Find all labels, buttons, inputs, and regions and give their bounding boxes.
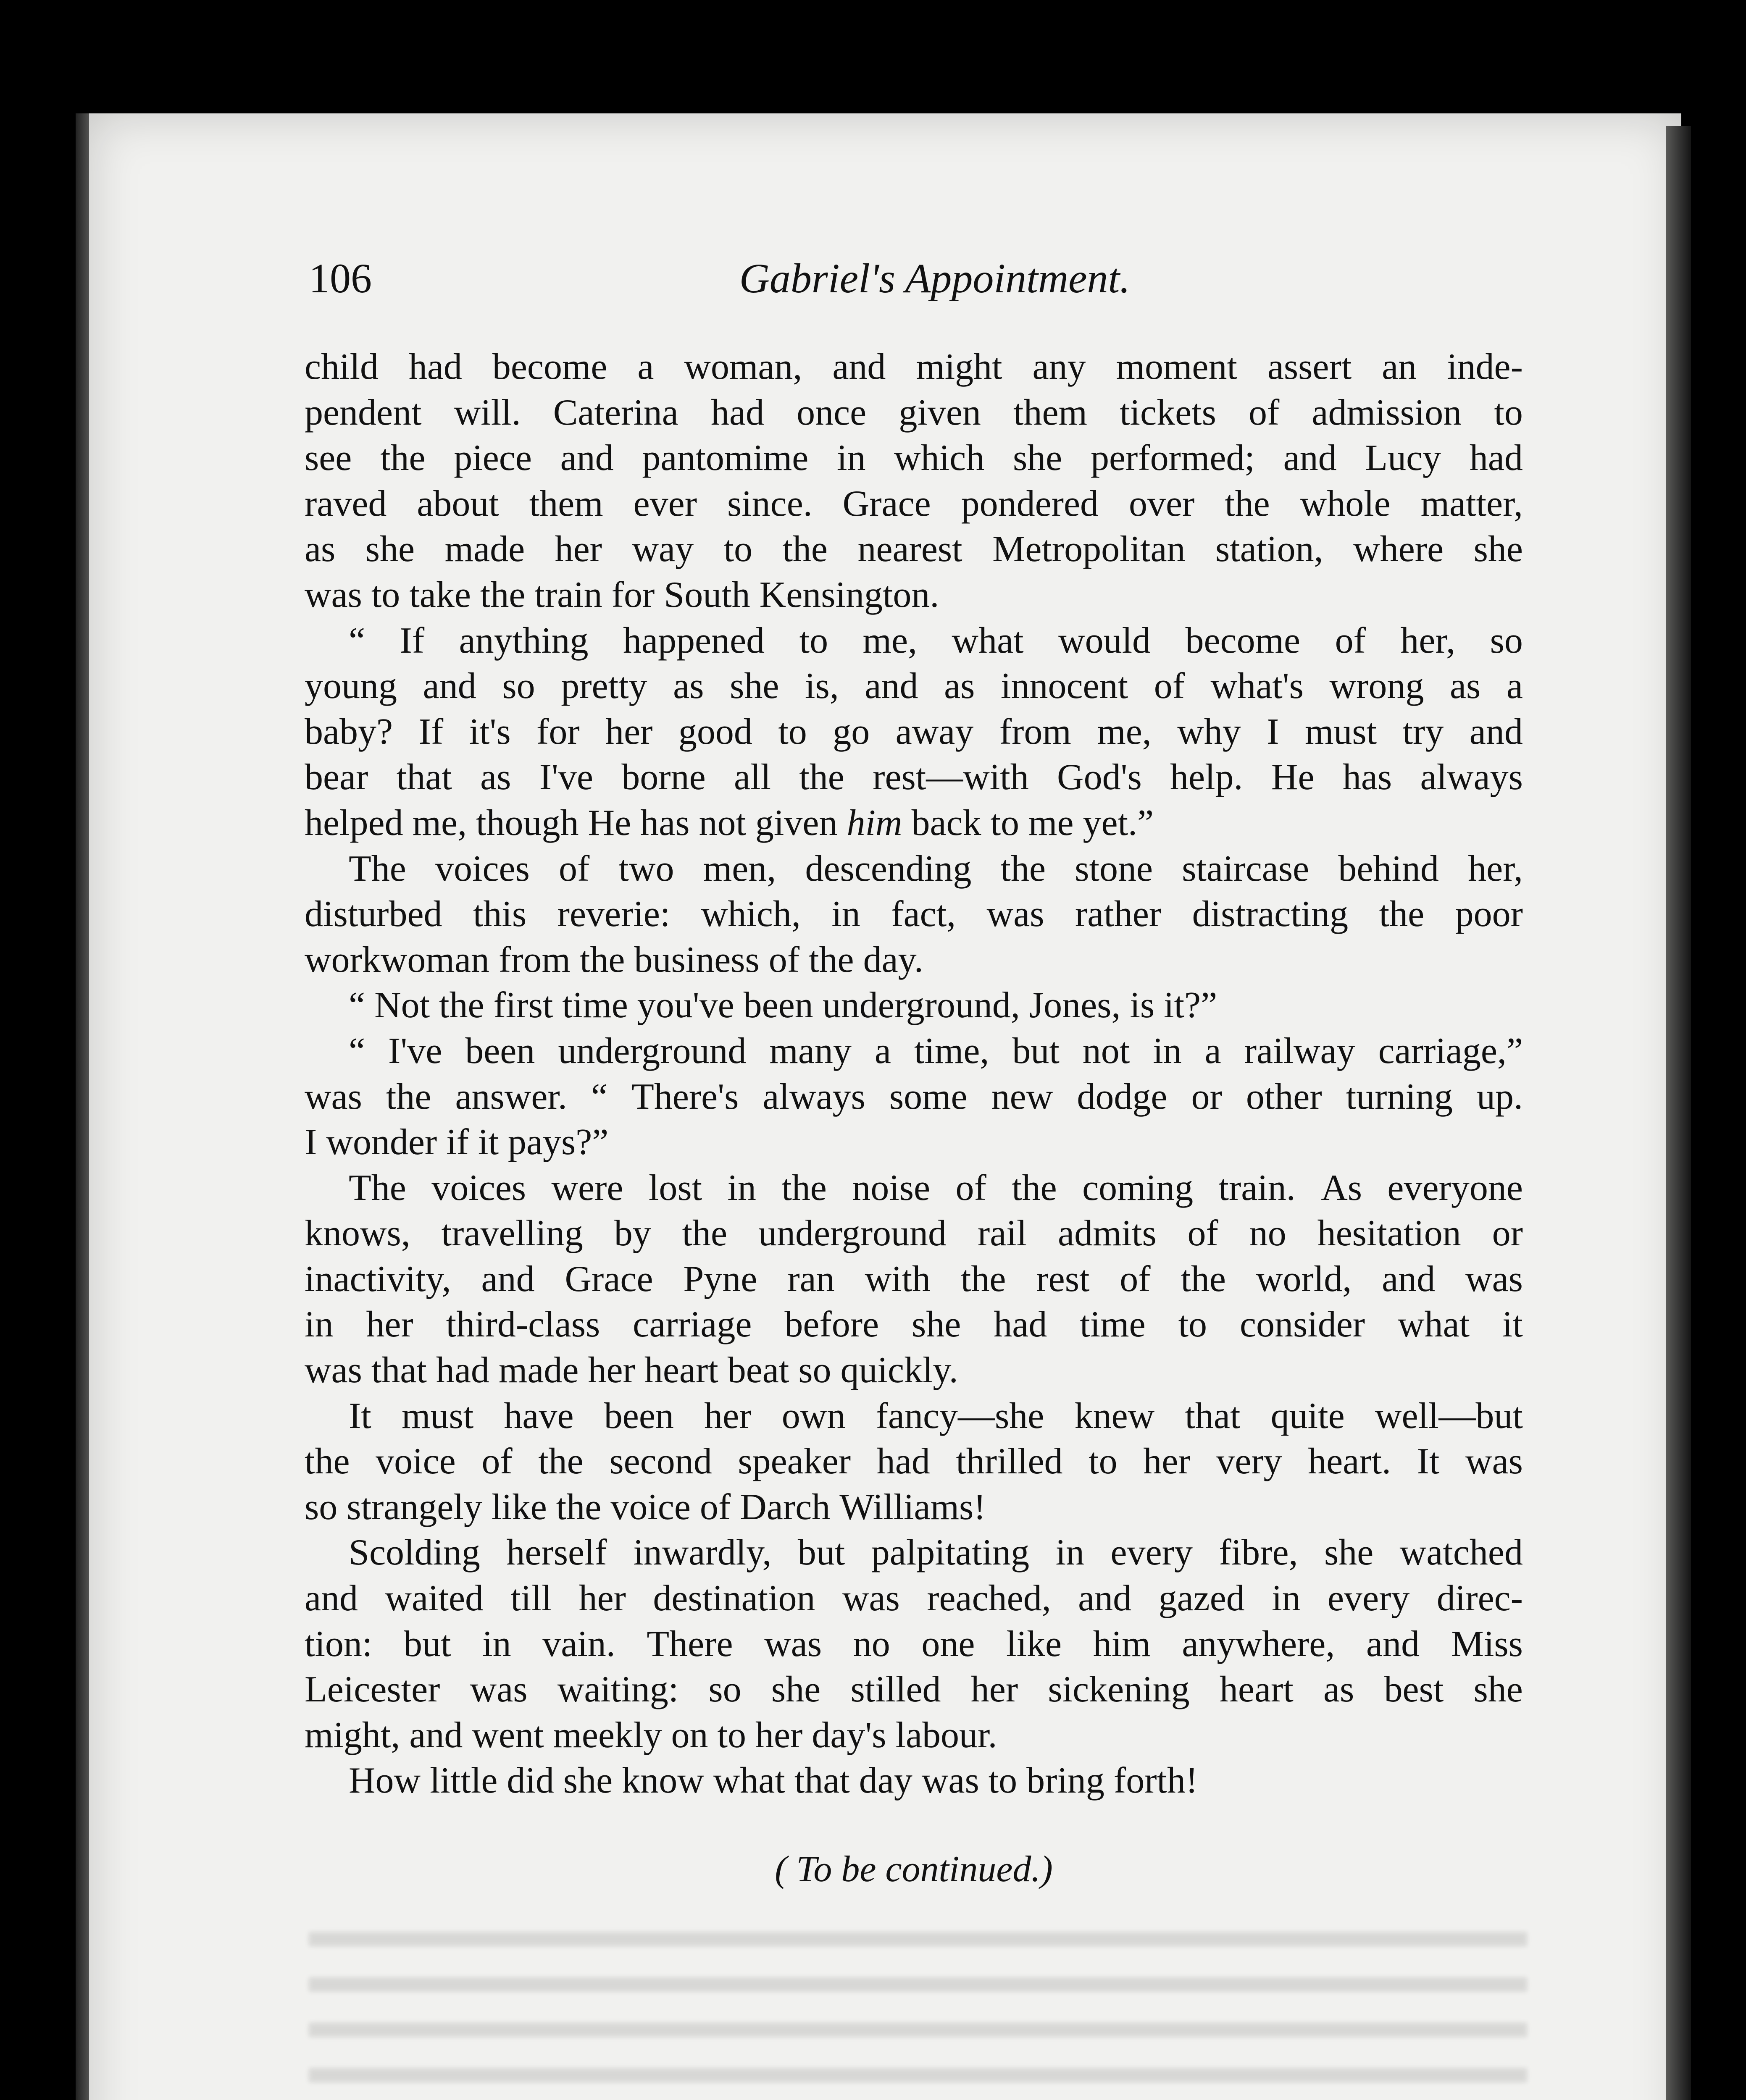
text-line: baby? If it's for her good to go away from me, why I must try and xyxy=(305,711,1523,752)
text-line: workwoman from the business of the day. xyxy=(305,939,923,980)
text-line: see the piece and pantomime in which she performed; and Lucy had xyxy=(305,438,1523,479)
text-line: How little did she know what that day was to bring forth! xyxy=(349,1760,1198,1801)
text-line: and waited till her destination was reached, and gazed in every direc- xyxy=(305,1578,1523,1619)
text-line: was to take the train for South Kensington. xyxy=(305,574,939,615)
text-line: Scolding herself inwardly, but palpitating in every fibre, she watched xyxy=(349,1532,1523,1573)
text-line: child had become a woman, and might any moment assert an inde- xyxy=(305,346,1523,387)
body-text xyxy=(305,344,1523,1804)
page-number: 106 xyxy=(309,255,372,302)
running-header xyxy=(309,254,1561,304)
text-line: the voice of the second speaker had thrilled to her very heart. It was xyxy=(305,1441,1523,1482)
text-line: tion: but in vain. There was no one like him anywhere, and Miss xyxy=(305,1623,1523,1664)
text-line: raved about them ever since. Grace pondered over the whole matter, xyxy=(305,483,1523,524)
bleed-through-text xyxy=(309,1932,1527,2100)
text-line: I wonder if it pays?” xyxy=(305,1122,609,1163)
text-line: The voices were lost in the noise of the coming train. As everyone xyxy=(349,1167,1523,1208)
text-line: was that had made her heart beat so quickly. xyxy=(305,1350,958,1391)
text-line: It must have been her own fancy—she knew that quite well—but xyxy=(349,1395,1523,1436)
text-line: might, and went meekly on to her day's labour. xyxy=(305,1714,997,1756)
text-line: so strangely like the voice of Darch Williams! xyxy=(305,1486,986,1528)
text-line: young and so pretty as she is, and as innocent of what's wrong as a xyxy=(305,666,1523,707)
text-line: Leicester was waiting: so she stilled her sickening heart as best she xyxy=(305,1669,1523,1710)
text-line: helped me, though He has not given him back to me yet.” xyxy=(305,802,1154,843)
to-be-continued-note: ( To be continued.) xyxy=(775,1849,1053,1890)
running-title: Gabriel's Appointment. xyxy=(739,255,1131,302)
page-edge-right xyxy=(1666,126,1691,2100)
text-line: knows, travelling by the underground rail admits of no hesitation or xyxy=(305,1213,1523,1254)
text-line: disturbed this reverie: which, in fact, was rather distracting the poor xyxy=(305,894,1523,935)
text-line: inactivity, and Grace Pyne ran with the rest of the world, and was xyxy=(305,1258,1523,1299)
text-line: pendent will. Caterina had once given them tickets of admission to xyxy=(305,392,1523,433)
text-line: in her third-class carriage before she had time to consider what it xyxy=(305,1304,1523,1345)
text-line: The voices of two men, descending the stone staircase behind her, xyxy=(349,848,1523,889)
text-line: as she made her way to the nearest Metropolitan station, where she xyxy=(305,529,1523,570)
text-line: “ If anything happened to me, what would become of her, so xyxy=(349,620,1523,661)
text-line: “ Not the first time you've been underground, Jones, is it?” xyxy=(349,985,1217,1026)
text-line: was the answer. “ There's always some new dodge or other turning up. xyxy=(305,1076,1523,1117)
text-line: bear that as I've borne all the rest—with God's help. He has always xyxy=(305,757,1523,798)
text-line: “ I've been underground many a time, but not in a railway carriage,” xyxy=(349,1030,1523,1071)
